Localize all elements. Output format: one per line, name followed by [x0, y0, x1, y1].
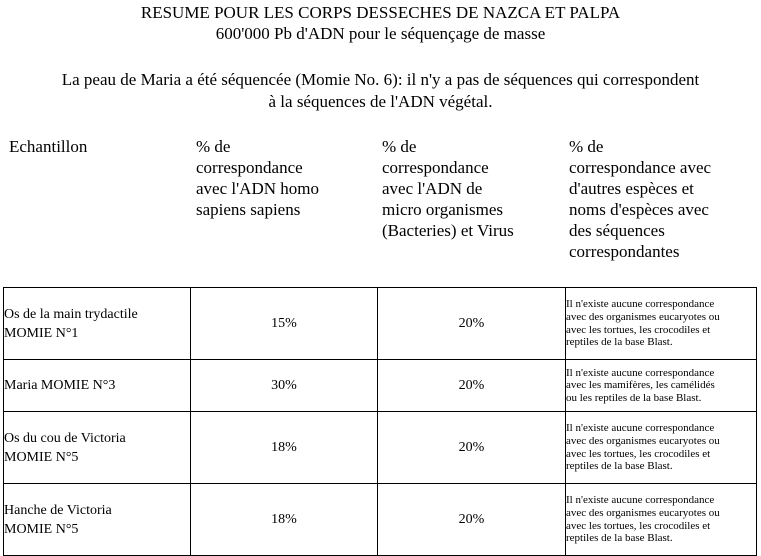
table-row — [4, 484, 757, 556]
other-species-cell — [566, 288, 757, 360]
text-line: Maria MOMIE N°3 — [4, 378, 116, 393]
micro-organisms-percent-cell: 20% — [378, 412, 566, 484]
sample-cell — [4, 412, 191, 484]
micro-organisms-percent-cell: 20% — [378, 288, 566, 360]
text-line: d'autres espèces et — [569, 179, 694, 198]
sample-cell — [4, 288, 191, 360]
note-line-2: à la séquences de l'ADN végétal. — [268, 92, 493, 111]
table-row — [4, 360, 757, 412]
text-line: avec l'ADN de — [382, 179, 483, 198]
column-header-sample — [9, 136, 179, 157]
text-line: avec les mamifères, les camélidés — [566, 379, 715, 392]
text-line: avec les tortues, les crocodiles et — [566, 447, 711, 460]
text-line: avec des organismes eucaryotes ou — [566, 506, 720, 519]
text-line: Il n'existe aucune correspondance — [566, 494, 715, 507]
micro-organisms-percent-cell: 20% — [378, 360, 566, 412]
text-line: MOMIE N°5 — [4, 521, 79, 537]
text-line: avec les tortues, les crocodiles et — [566, 519, 711, 532]
text-line: avec des organismes eucaryotes ou — [566, 434, 720, 447]
document-subtitle: 600'000 Pb d'ADN pour le séquençage de masse — [215, 24, 546, 43]
text-line: % de — [569, 137, 604, 156]
column-header-other-species — [569, 136, 759, 262]
text-line: correspondantes — [569, 242, 680, 261]
text-line: avec les tortues, les crocodiles et — [566, 323, 711, 336]
text-line: Echantillon — [9, 137, 88, 156]
table-row — [4, 412, 757, 484]
results-table — [3, 287, 757, 556]
text-line: MOMIE N°1 — [4, 325, 79, 341]
text-line: Os du cou de Victoria — [4, 430, 126, 446]
text-line: correspondance — [382, 158, 489, 177]
homo-sapiens-percent-cell: 15% — [191, 288, 378, 360]
text-line: reptiles de la base Blast. — [566, 532, 673, 545]
text-line: % de — [382, 137, 417, 156]
text-line: correspondance avec — [569, 158, 712, 177]
text-line: Os de la main trydactile — [4, 306, 138, 322]
text-line: Il n'existe aucune correspondance — [566, 422, 715, 435]
text-line: % de — [196, 137, 231, 156]
text-line: des séquences — [569, 221, 665, 240]
table-row — [4, 288, 757, 360]
text-line: ou les reptiles de la base Blast. — [566, 391, 702, 404]
text-line: Hanche de Victoria — [4, 502, 112, 518]
text-line: reptiles de la base Blast. — [566, 336, 673, 349]
micro-organisms-percent-cell: 20% — [378, 484, 566, 556]
text-line: correspondance — [196, 158, 303, 177]
sample-cell — [4, 360, 191, 412]
note-line-1: La peau de Maria a été séquencée (Momie No. 6): il n'y a pas de séquences qui correspondent — [61, 70, 700, 89]
text-line: MOMIE N°5 — [4, 449, 79, 465]
document-title: RESUME POUR LES CORPS DESSECHES DE NAZCA ET PALPA — [140, 3, 621, 22]
column-header-homo-sapiens — [196, 136, 366, 220]
text-line: sapiens sapiens — [196, 200, 301, 219]
other-species-cell — [566, 484, 757, 556]
text-line: avec des organismes eucaryotes ou — [566, 310, 720, 323]
other-species-cell — [566, 360, 757, 412]
text-line: micro organismes — [382, 200, 504, 219]
text-line: Il n'existe aucune correspondance — [566, 366, 715, 379]
column-header-micro-organisms — [382, 136, 552, 241]
text-line: (Bacteries) et Virus — [382, 221, 514, 240]
text-line: reptiles de la base Blast. — [566, 460, 673, 473]
text-line: Il n'existe aucune correspondance — [566, 298, 715, 311]
sample-cell — [4, 484, 191, 556]
other-species-cell — [566, 412, 757, 484]
text-line: avec l'ADN homo — [196, 179, 319, 198]
homo-sapiens-percent-cell: 18% — [191, 412, 378, 484]
homo-sapiens-percent-cell: 18% — [191, 484, 378, 556]
homo-sapiens-percent-cell: 30% — [191, 360, 378, 412]
text-line: noms d'espèces avec — [569, 200, 709, 219]
